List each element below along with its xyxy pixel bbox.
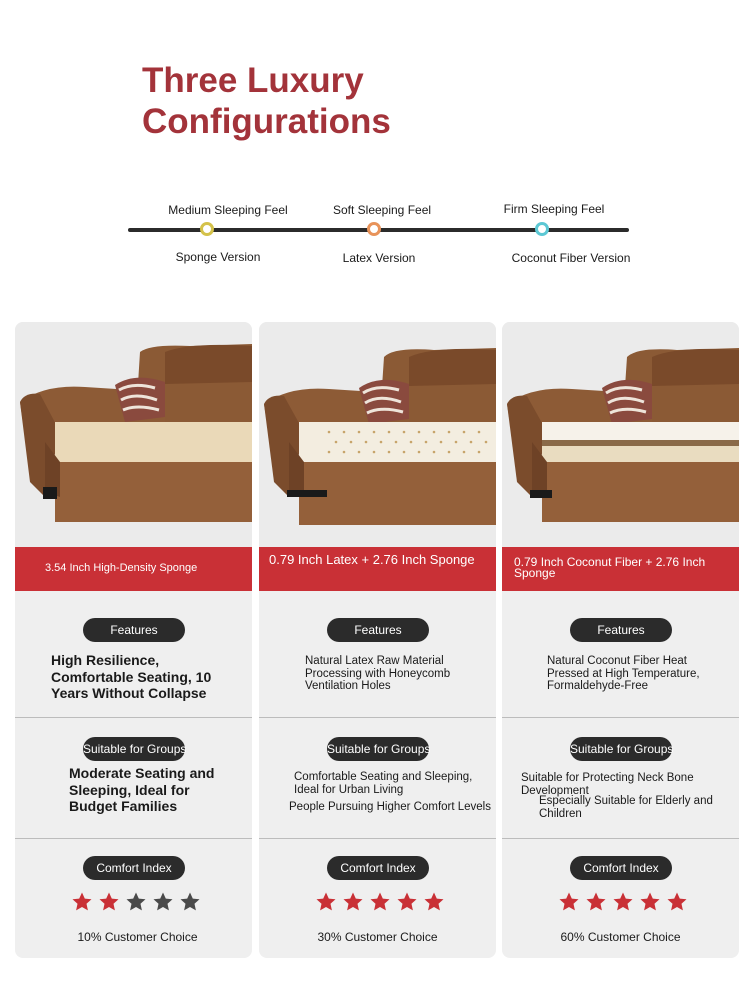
comfort-pill: Comfort Index (570, 856, 672, 880)
star-filled-icon (315, 891, 337, 913)
star-empty-icon (125, 891, 147, 913)
page-title (142, 60, 391, 142)
comfort-rating (71, 891, 206, 915)
groups-pill: Suitable for Groups (83, 737, 185, 761)
groups-text: Comfortable Seating and Sleeping, Ideal for Urban Living (294, 771, 473, 796)
divider (259, 717, 496, 718)
timeline-feel-label: Firm Sleeping Feel (503, 202, 605, 216)
star-filled-icon (342, 891, 364, 913)
groups-text-extra: People Pursuing Higher Comfort Levels (289, 801, 491, 813)
timeline-dot-latex (367, 222, 381, 236)
star-empty-icon (179, 891, 201, 913)
timeline-feel-label: Medium Sleeping Feel (168, 203, 288, 217)
timeline-dot-sponge (200, 222, 214, 236)
comfort-rating (558, 891, 693, 915)
config-card-sponge (15, 322, 252, 958)
groups-pill: Suitable for Groups (570, 737, 672, 761)
layer-spec-band: 0.79 Inch Coconut Fiber + 2.76 Inch Sponge (502, 547, 739, 591)
feel-timeline (0, 0, 750, 300)
timeline-dot-coconut (535, 222, 549, 236)
features-text: High Resilience, Comfortable Seating, 10 Years Without Collapse (51, 652, 212, 701)
timeline-version-label: Sponge Version (175, 250, 261, 264)
config-card-latex (259, 322, 496, 958)
star-filled-icon (612, 891, 634, 913)
star-filled-icon (666, 891, 688, 913)
timeline-version-label: Latex Version (342, 251, 416, 265)
star-filled-icon (369, 891, 391, 913)
star-filled-icon (423, 891, 445, 913)
star-filled-icon (71, 891, 93, 913)
timeline-version-label: Coconut Fiber Version (511, 251, 631, 265)
groups-text-extra: Especially Suitable for Elderly and Children (539, 795, 713, 820)
layer-spec-band: 3.54 Inch High-Density Sponge (15, 547, 252, 591)
star-filled-icon (396, 891, 418, 913)
star-filled-icon (558, 891, 580, 913)
star-filled-icon (585, 891, 607, 913)
layer-spec-band: 0.79 Inch Latex + 2.76 Inch Sponge (259, 547, 496, 591)
groups-text: Suitable for Protecting Neck Bone Development (521, 772, 694, 797)
customer-choice: 10% Customer Choice (77, 930, 198, 944)
divider (259, 838, 496, 839)
config-card-coconut (502, 322, 739, 958)
timeline-track (128, 228, 629, 232)
sofa-coconut-image (502, 322, 739, 547)
timeline-feel-label: Soft Sleeping Feel (332, 203, 432, 217)
divider (15, 838, 252, 839)
comfort-rating (315, 891, 450, 915)
features-text: Natural Latex Raw Material Processing with Honeycomb Ventilation Holes (305, 655, 451, 692)
title-line-2: Configurations (142, 102, 391, 141)
divider (15, 717, 252, 718)
divider (502, 838, 739, 839)
star-empty-icon (152, 891, 174, 913)
sofa-latex-image (259, 322, 496, 547)
groups-text: Moderate Seating and Sleeping, Ideal for Budget Families (69, 765, 215, 814)
sofa-sponge-image (15, 322, 252, 547)
star-filled-icon (639, 891, 661, 913)
features-pill: Features (327, 618, 429, 642)
features-text: Natural Coconut Fiber Heat Pressed at High Temperature, Formaldehyde-Free (547, 655, 700, 692)
groups-pill: Suitable for Groups (327, 737, 429, 761)
features-pill: Features (570, 618, 672, 642)
comfort-pill: Comfort Index (83, 856, 185, 880)
customer-choice: 60% Customer Choice (560, 930, 681, 944)
comfort-pill: Comfort Index (327, 856, 429, 880)
features-pill: Features (83, 618, 185, 642)
star-filled-icon (98, 891, 120, 913)
title-line-1: Three Luxury (142, 61, 364, 100)
divider (502, 717, 739, 718)
customer-choice: 30% Customer Choice (317, 930, 438, 944)
